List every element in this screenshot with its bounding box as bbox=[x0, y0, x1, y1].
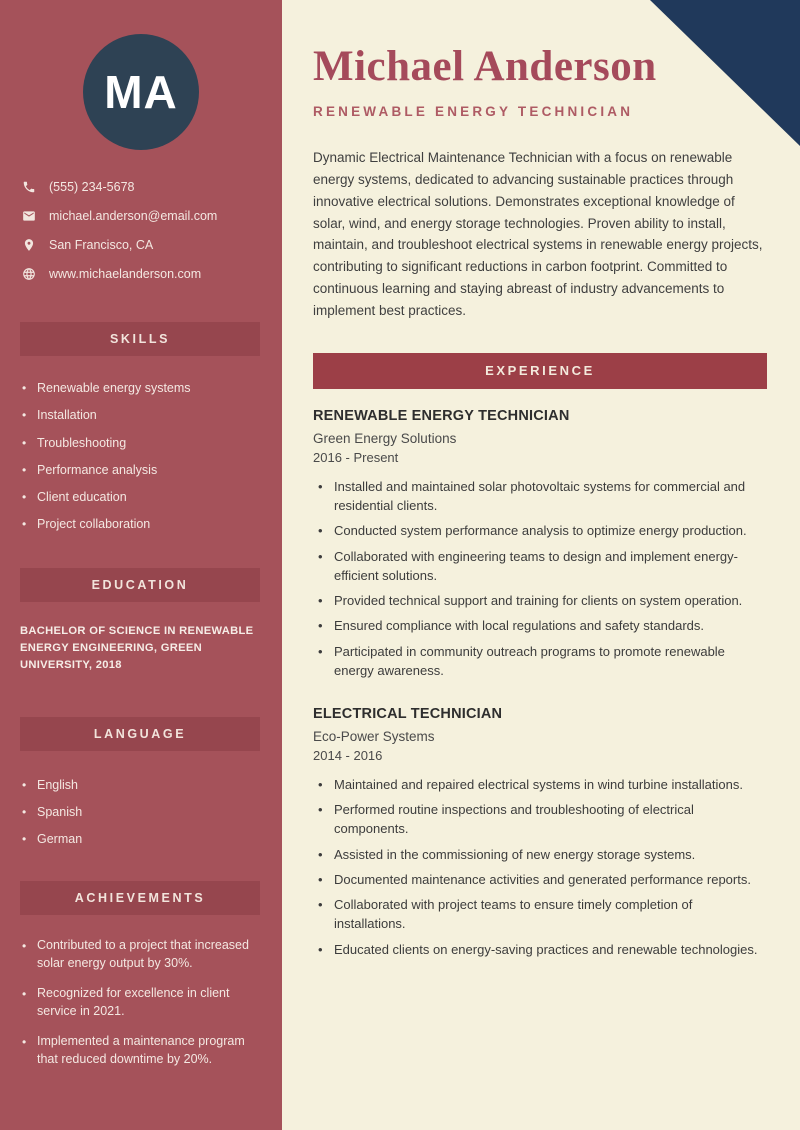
sidebar bbox=[0, 0, 282, 1130]
job-bullet-list bbox=[313, 477, 767, 680]
contact-phone-text: (555) 234-5678 bbox=[49, 180, 135, 194]
language-item: • English bbox=[22, 777, 262, 793]
skills-list bbox=[22, 380, 262, 533]
achievement-item: • Contributed to a project that increased solar energy output by 30%. bbox=[22, 937, 258, 972]
job-title: RENEWABLE ENERGY TECHNICIAN bbox=[313, 407, 570, 424]
skill-item: • Troubleshooting bbox=[22, 435, 262, 451]
job-company: Green Energy Solutions bbox=[313, 430, 457, 446]
job-bullet: • Maintained and repaired electrical systems in wind turbine installations. bbox=[313, 775, 767, 794]
avatar bbox=[83, 34, 199, 150]
job-bullet: • Performed routine inspections and troubleshooting of electrical components. bbox=[313, 800, 767, 838]
achievement-item: • Recognized for excellence in client service in 2021. bbox=[22, 985, 258, 1020]
job-entry bbox=[313, 706, 767, 959]
contact-location bbox=[22, 238, 266, 252]
contact-email-text: michael.anderson@email.com bbox=[49, 209, 218, 223]
job-bullet: • Educated clients on energy-saving practices and renewable technologies. bbox=[313, 940, 767, 959]
skill-item: • Renewable energy systems bbox=[22, 380, 262, 396]
contact-email bbox=[22, 209, 266, 223]
skills-header: SKILLS bbox=[20, 322, 260, 356]
job-bullet: • Conducted system performance analysis to optimize energy production. bbox=[313, 521, 767, 540]
experience-header: EXPERIENCE bbox=[313, 353, 767, 389]
contact-list bbox=[0, 180, 282, 281]
language-list bbox=[22, 777, 262, 848]
job-dates: 2016 - Present bbox=[313, 449, 399, 465]
phone-icon bbox=[22, 180, 36, 194]
job-title: ELECTRICAL TECHNICIAN bbox=[313, 705, 503, 722]
job-dates: 2014 - 2016 bbox=[313, 747, 383, 763]
page-title: Michael Anderson bbox=[313, 43, 657, 90]
email-icon bbox=[22, 209, 36, 223]
skill-item: • Performance analysis bbox=[22, 462, 262, 478]
contact-phone bbox=[22, 180, 266, 194]
job-bullet: • Participated in community outreach programs to promote renewable energy awareness. bbox=[313, 642, 767, 680]
achievement-item: • Implemented a maintenance program that reduced downtime by 20%. bbox=[22, 1033, 258, 1068]
location-icon bbox=[22, 238, 36, 252]
education-header: EDUCATION bbox=[20, 568, 260, 602]
avatar-initials: MA bbox=[104, 66, 178, 118]
job-company: Eco-Power Systems bbox=[313, 728, 435, 744]
job-bullet: • Collaborated with engineering teams to design and implement energy-efficient solutions. bbox=[313, 547, 767, 585]
achievements-list bbox=[22, 937, 258, 1068]
language-header: LANGUAGE bbox=[20, 717, 260, 751]
skill-item: • Installation bbox=[22, 407, 262, 423]
job-bullet: • Documented maintenance activities and generated performance reports. bbox=[313, 870, 767, 889]
contact-location-text: San Francisco, CA bbox=[49, 238, 154, 252]
education-text: BACHELOR OF SCIENCE IN RENEWABLE ENERGY ENGINEERING, GREEN UNIVERSITY, 2018 bbox=[20, 624, 254, 672]
job-bullet: • Assisted in the commissioning of new energy storage systems. bbox=[313, 845, 767, 864]
job-title-heading: RENEWABLE ENERGY TECHNICIAN bbox=[313, 104, 634, 119]
job-bullet: • Installed and maintained solar photovoltaic systems for commercial and residential clients. bbox=[313, 477, 767, 515]
summary-text: Dynamic Electrical Maintenance Technician with a focus on renewable energy systems, dedicated to advancing sustainable practices through innovative electrical solutions. Demonstrates exceptional knowledge of solar, wind, and energy storage technologies. Proven ability to install, maintain, and troubleshoot electrical systems in renewable energy projects, contributing to significant reductions in carbon footprint. Committed to continuous learning and staying abreast of industry advancements to implement best practices. bbox=[313, 150, 763, 319]
job-bullet: • Collaborated with project teams to ensure timely completion of installations. bbox=[313, 895, 767, 933]
skill-item: • Client education bbox=[22, 489, 262, 505]
language-item: • German bbox=[22, 831, 262, 847]
main-column bbox=[282, 0, 800, 1130]
job-bullet-list bbox=[313, 775, 767, 959]
globe-icon bbox=[22, 267, 36, 281]
language-item: • Spanish bbox=[22, 804, 262, 820]
job-entry bbox=[313, 408, 767, 680]
skill-item: • Project collaboration bbox=[22, 516, 262, 532]
contact-website-text: www.michaelanderson.com bbox=[49, 267, 202, 281]
job-bullet: • Provided technical support and training for clients on system operation. bbox=[313, 591, 767, 610]
contact-website bbox=[22, 267, 266, 281]
job-bullet: • Ensured compliance with local regulations and safety standards. bbox=[313, 616, 767, 635]
achievements-header: ACHIEVEMENTS bbox=[20, 881, 260, 915]
